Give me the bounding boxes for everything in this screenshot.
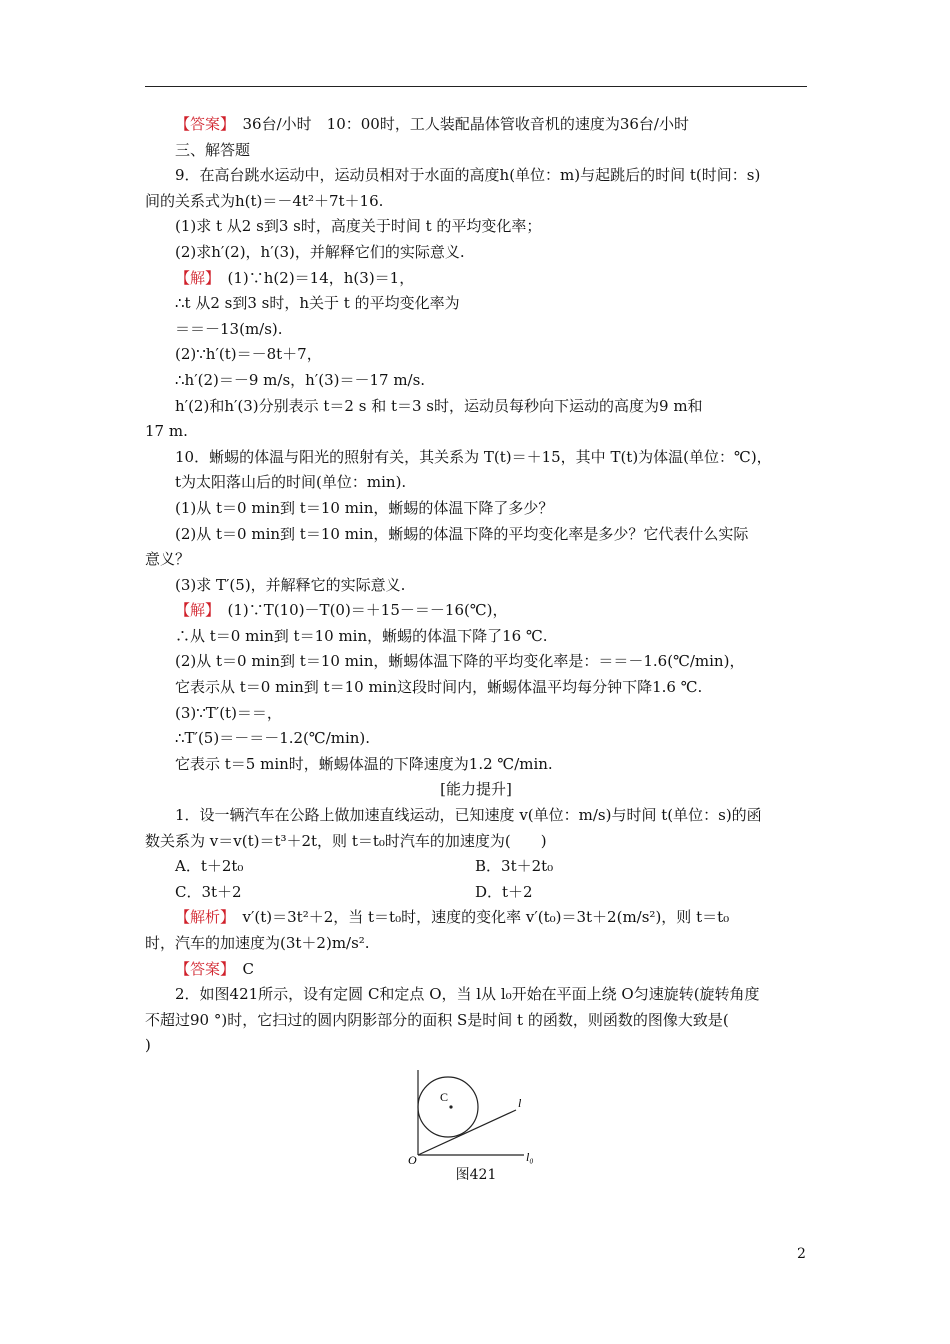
text-line [145,240,807,266]
text-line [145,701,807,727]
line-text: 数关系为 v＝v(t)＝t³＋2t，则 t＝t₀时汽车的加速度为( ) [145,831,547,850]
text-line [145,982,807,1008]
text-block-1 [145,112,807,854]
choice-options [145,854,807,905]
line-text: ∴h′(2)＝－9 m/s，h′(3)＝－17 m/s. [175,370,426,389]
text-line [145,598,807,624]
text-line [145,829,807,855]
line-text: ∴t 从2 s到3 s时，h关于 t 的平均变化率为 [175,294,460,313]
circle-diagram [406,1065,546,1165]
figure-caption: 图421 [455,1166,497,1183]
text-line [145,777,807,803]
text-line [145,1033,807,1059]
line-text: 三、解答题 [175,140,251,159]
option-item: C．3t＋2 [175,882,242,901]
text-line [145,317,807,343]
line-text: ∴从 t＝0 min到 t＝10 min，蜥蜴的体温下降了16 ℃. [175,626,548,645]
line-text: v′(t)＝3t²＋2，当 t＝t₀时，速度的变化率 v′(t₀)＝3t＋2(m/s²)，则 t＝t₀ [227,908,730,927]
text-line [145,803,807,829]
line-text: ∴T′(5)＝－＝－1.2(℃/min). [175,729,371,748]
figure-421 [145,1065,807,1185]
answer-tag: 【答案】 [175,115,228,133]
text-line [145,342,807,368]
line-text: ＝＝－13(m/s). [175,319,283,338]
line-text: 10．蜥蜴的体温与阳光的照射有关，其关系为 T(t)＝＋15，其中 T(t)为体温(单位：℃)， [175,447,772,466]
line-text: (1)求 t 从2 s到3 s时，高度关于时间 t 的平均变化率； [175,217,542,236]
option-row [145,854,807,880]
line-text: 9．在高台跳水运动中，运动员相对于水面的高度h(单位：m)与起跳后的时间 t(时间：s) [175,166,761,185]
label-l: l [518,1095,522,1110]
header-rule [145,86,807,87]
line-text: 时，汽车的加速度为(3t＋2)m/s². [145,934,370,952]
text-line [145,189,807,215]
line-text: (2)求h′(2)，h′(3)，并解释它们的实际意义. [175,242,465,261]
line-text: 36台/小时 10：00时，工人装配晶体管收音机的速度为36台/小时 [227,115,689,133]
line-text: 间的关系式为h(t)＝－4t²＋7t＋16. [145,191,384,210]
line-text: (2)从 t＝0 min到 t＝10 min，蜥蜴体温下降的平均变化率是：＝＝－1.6(℃/min)， [175,652,745,671]
line-text: (2)∵h′(t)＝－8t＋7， [175,345,322,364]
answer-tag: 【解析】 [175,908,228,927]
line-text: ) [145,1036,151,1055]
line-text: t为太阳落山后的时间(单位：min). [175,473,407,492]
line-text: 2．如图421所示，设有定圆 C和定点 O，当 l从 l₀开始在平面上绕 O匀速旋转(旋转角度 [175,985,760,1004]
text-line [145,368,807,394]
center-point [449,1105,452,1108]
text-line [145,752,807,778]
label-c: C [440,1089,449,1104]
line-text: 1．设一辆汽车在公路上做加速直线运动，已知速度 v(单位：m/s)与时间 t(单位：s)的函 [175,806,762,825]
option-item: D．t＋2 [475,882,533,901]
text-line [145,445,807,471]
line-text: C [227,959,254,978]
text-line [145,957,807,983]
option-row [145,880,807,906]
text-block-2 [145,905,807,1059]
answer-tag: 【解】 [175,601,213,620]
text-line [145,522,807,548]
line-text: (3)∵T′(t)＝＝， [175,703,282,722]
line-text: 17 m. [145,422,188,441]
line-text: (1)∵T(10)－T(0)＝＋15－＝－16(℃)， [212,601,508,620]
circle-c [418,1077,478,1137]
text-line [145,905,807,931]
page-number: 2 [797,1246,806,1262]
text-line [145,931,807,957]
line-text: 不超过90 °)时，它扫过的圆内阴影部分的面积 S是时间 t 的函数，则函数的图像大致是( [145,1010,729,1029]
answer-tag: 【解】 [175,268,213,287]
text-line [145,726,807,752]
text-line [145,470,807,496]
text-line [145,1008,807,1034]
line-text: (1)∵h(2)＝14，h(3)＝1， [212,268,415,287]
text-line [145,291,807,317]
text-line [145,266,807,292]
page-body [145,112,807,1185]
line-text: 意义？ [145,550,191,569]
option-item: A．t＋2t₀ [175,857,244,876]
text-line [145,649,807,675]
line-text: 它表示 t＝5 min时，蜥蜴体温的下降速度为1.2 ℃/min. [175,754,553,773]
line-text: (2)从 t＝0 min到 t＝10 min，蜥蜴的体温下降的平均变化率是多少？它代表什么实际 [175,524,749,543]
option-item: B．3t＋2t₀ [475,857,554,876]
text-line [145,214,807,240]
line-text: [能力提升] [440,780,512,799]
label-o: O [408,1152,417,1165]
label-l0: l₀ [526,1149,534,1164]
answer-tag: 【答案】 [175,959,228,978]
text-line [145,624,807,650]
line-text: h′(2)和h′(3)分别表示 t＝2 s 和 t＝3 s时，运动员每秒向下运动的高度为9 m和 [175,396,703,415]
text-line [145,112,807,138]
text-line [145,163,807,189]
text-line [145,675,807,701]
text-line [145,419,807,445]
line-text: 它表示从 t＝0 min到 t＝10 min这段时间内，蜥蜴体温平均每分钟下降1.6 ℃. [175,678,703,697]
text-line [145,573,807,599]
text-line [145,394,807,420]
text-line [145,138,807,164]
line-text: (3)求 T′(5)，并解释它的实际意义. [175,575,406,594]
text-line [145,547,807,573]
text-line [145,496,807,522]
line-text: (1)从 t＝0 min到 t＝10 min，蜥蜴的体温下降了多少？ [175,498,554,517]
